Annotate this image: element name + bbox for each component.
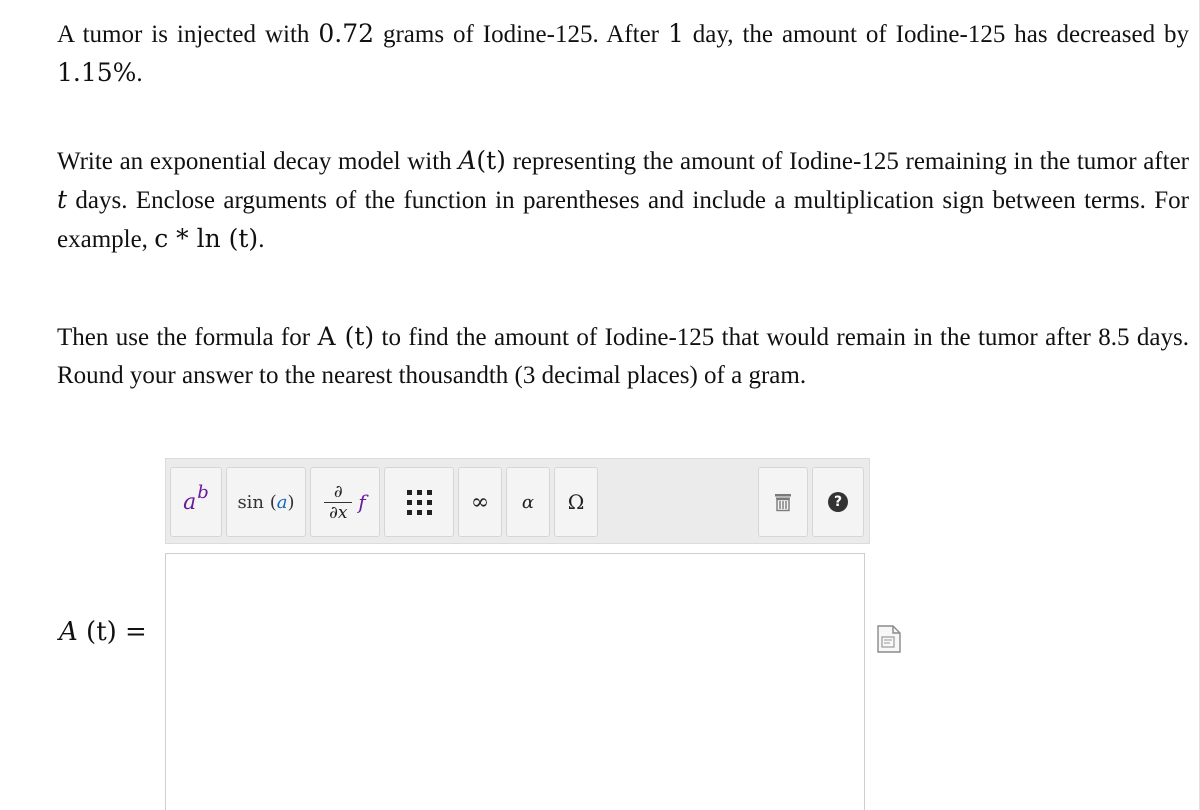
trig-label: sin bbox=[237, 491, 265, 513]
math-toolbar bbox=[165, 458, 870, 544]
derivative-fraction bbox=[324, 483, 352, 522]
alpha-symbol: α bbox=[521, 491, 535, 513]
instruction-text: days. Enclose arguments of the function in parentheses and include a multiplication sign between terms. For example, bbox=[57, 187, 1189, 253]
answer-input[interactable] bbox=[165, 553, 865, 810]
matrix-icon bbox=[407, 490, 432, 515]
open-paren: ( bbox=[264, 491, 277, 513]
initial-mass: 0.72 bbox=[318, 19, 375, 48]
followup-paragraph bbox=[57, 318, 1189, 395]
variable-t: t bbox=[57, 185, 68, 214]
derivative-numerator: ∂ bbox=[333, 481, 343, 502]
problem-text: A tumor is injected with bbox=[57, 21, 319, 48]
problem-statement bbox=[57, 15, 1189, 93]
matrix-button[interactable] bbox=[384, 467, 454, 537]
clear-button[interactable] bbox=[758, 467, 808, 537]
derivative-function: f bbox=[358, 490, 366, 514]
answer-function-name: A bbox=[59, 617, 78, 647]
example-expression: c * ln (t) bbox=[154, 224, 259, 253]
close-paren: ) bbox=[287, 491, 295, 513]
power-exponent: b bbox=[197, 481, 209, 503]
instruction-paragraph bbox=[57, 142, 1189, 259]
infinity-button[interactable] bbox=[458, 467, 502, 537]
help-button[interactable] bbox=[812, 467, 864, 537]
trig-function-button[interactable] bbox=[226, 467, 306, 537]
document-icon[interactable] bbox=[875, 624, 903, 654]
followup-text: to find the amount of Iodine-125 that would remain in the tumor after 8.5 days. Round your answer to the nearest thousandth (3 decimal places) of a gram. bbox=[57, 324, 1189, 389]
derivative-denominator: ∂x bbox=[329, 502, 348, 523]
function-name: A bbox=[458, 146, 477, 175]
instruction-text: representing the amount of Iodine-125 remaining in the tumor after bbox=[505, 148, 1189, 175]
power-button[interactable] bbox=[170, 467, 222, 537]
greek-upper-button[interactable] bbox=[554, 467, 598, 537]
elapsed-days: 1 bbox=[667, 19, 684, 48]
followup-text: Then use the formula for bbox=[57, 324, 318, 351]
trig-argument: a bbox=[276, 491, 288, 513]
problem-text: . bbox=[136, 60, 143, 87]
trash-icon bbox=[773, 492, 793, 512]
omega-symbol: Ω bbox=[567, 490, 585, 514]
help-glyph: ? bbox=[833, 494, 843, 510]
decay-percent: 1.15% bbox=[57, 58, 137, 87]
greek-lower-button[interactable] bbox=[506, 467, 550, 537]
help-icon bbox=[828, 492, 848, 512]
function-reference: A (t) bbox=[317, 322, 375, 351]
problem-text: day, the amount of Iodine-125 has decreased by bbox=[683, 21, 1190, 48]
answer-label bbox=[59, 617, 147, 647]
derivative-button[interactable] bbox=[310, 467, 380, 537]
function-argument: (t) bbox=[476, 146, 506, 175]
answer-label-rest: (t) = bbox=[77, 617, 147, 647]
instruction-text: . bbox=[258, 226, 265, 253]
power-base: a bbox=[183, 489, 197, 515]
infinity-symbol: ∞ bbox=[470, 489, 490, 515]
instruction-text: Write an exponential decay model with bbox=[57, 148, 459, 175]
problem-text: grams of Iodine-125. After bbox=[374, 21, 668, 48]
